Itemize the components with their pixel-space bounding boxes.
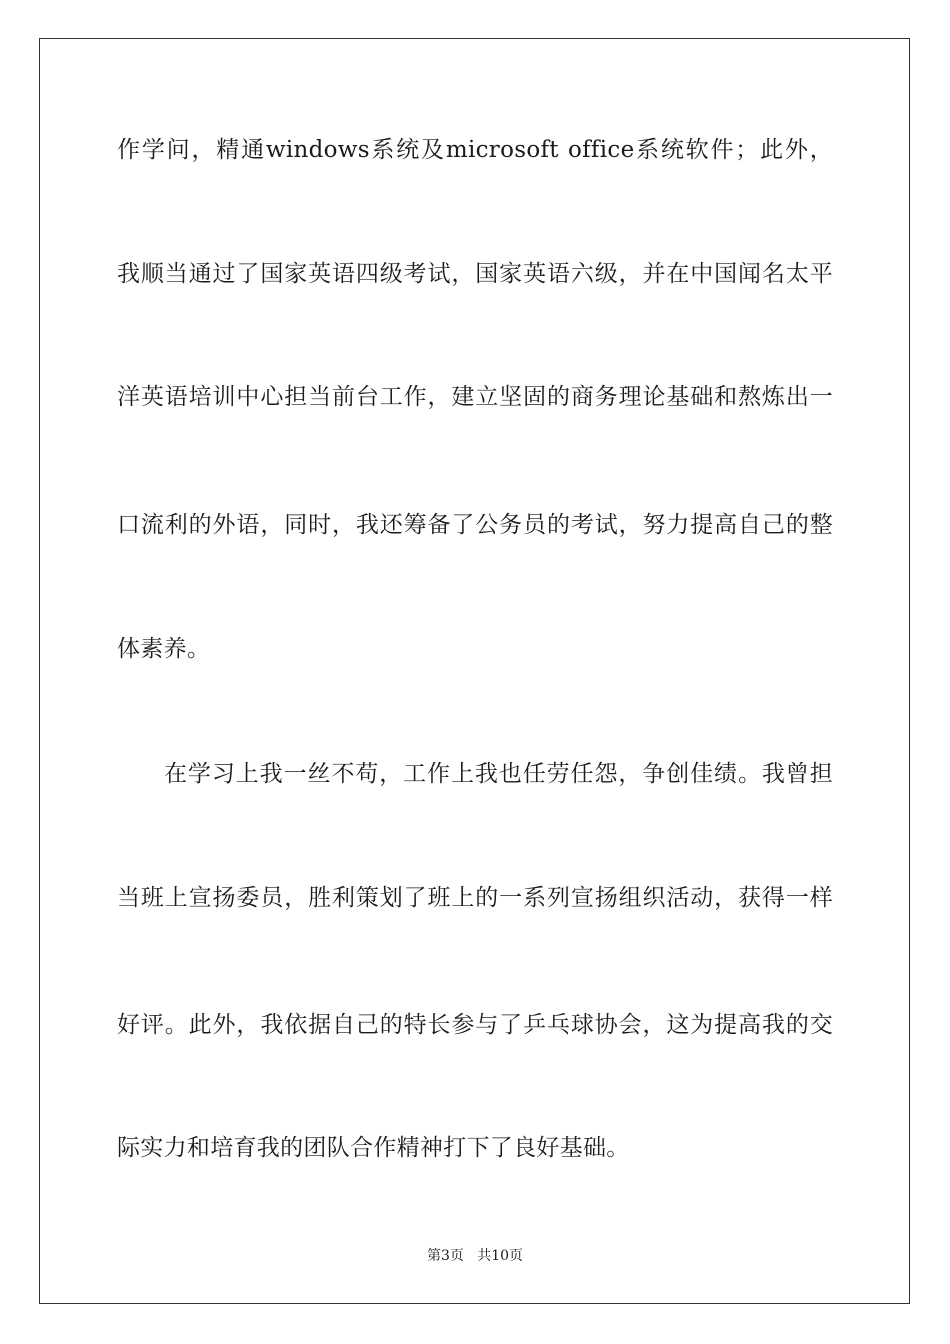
- text-line-4: 口流利的外语，同时，我还筹备了公务员的考试，努力提高自己的整: [117, 512, 833, 538]
- text-line-2: 我顺当通过了国家英语四级考试，国家英语六级，并在中国闻名太平: [117, 261, 833, 287]
- page-number-footer: 第3页 共10页: [426, 1248, 524, 1264]
- text-line-1: 作学问，精通windows系统及microsoft office系统软件；此外，: [117, 137, 833, 163]
- text-line-3: 洋英语培训中心担当前台工作，建立坚固的商务理论基础和熬炼出一: [117, 384, 833, 410]
- text-line-8: 好评。此外，我依据自己的特长参与了乒乓球协会，这为提高我的交: [117, 1012, 833, 1038]
- text-line-6-paragraph-start: 在学习上我一丝不苟，工作上我也任劳任怨，争创佳绩。我曾担: [164, 761, 833, 787]
- text-line-5: 体素养。: [117, 636, 211, 662]
- text-line-7: 当班上宣扬委员，胜利策划了班上的一系列宣扬组织活动，获得一样: [117, 885, 833, 911]
- text-line-9: 际实力和培育我的团队合作精神打下了良好基础。: [117, 1135, 630, 1161]
- page-border: [39, 38, 910, 1304]
